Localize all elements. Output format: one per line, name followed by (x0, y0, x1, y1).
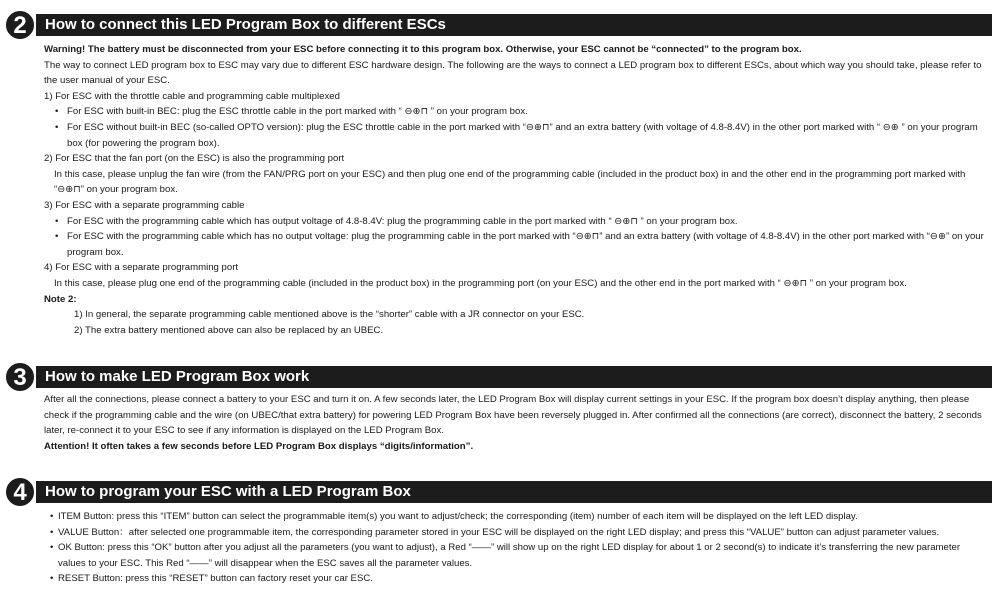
section-4-body (50, 509, 986, 587)
item-2-text: In this case, please unplug the fan wire (from the FAN/PRG port on your ESC) and then plug one end of the programming cable (included in the product box) in and the other end in the programming port marked with “⊖⊕⊓” on your program box. (54, 168, 966, 196)
item-3-bullet-2: • For ESC with the programming cable which has no output voltage: plug the programming cable in the port marked with “⊖⊕⊓” and an extra battery (with voltage of 4.8-8.4V) in the other port marked with “⊖⊕” on your program box. (44, 229, 986, 260)
item-1-heading: 1) For ESC with the throttle cable and programming cable multiplexed (44, 90, 340, 102)
section-title: How to make LED Program Box work (45, 368, 310, 385)
note-heading: Note 2: (44, 293, 77, 305)
item-1-bullet-2: • For ESC without built-in BEC (so-called OPTO version): plug the ESC throttle cable in the port marked with “⊖⊕⊓” and an extra battery (with voltage of 4.8-8.4V) in the other port marked with “ ⊖⊕ ” on your program box (for powering the program box). (44, 120, 986, 151)
item-4-heading: 4) For ESC with a separate programming port (44, 262, 239, 274)
item-1-bullet-1: • For ESC with built-in BEC: plug the ESC throttle cable in the port marked with “ ⊖⊕⊓ ” on your program box. (44, 104, 986, 120)
attention-text: Attention! It often takes a few seconds before LED Program Box displays “digits/information”. (44, 440, 474, 452)
item-3-bullet-1: • For ESC with the programming cable which has output voltage of 4.8-8.4V: plug the programming cable in the port marked with “ ⊖⊕⊓ ” on your program box. (44, 214, 986, 230)
item-3-heading: 3) For ESC with a separate programming cable (44, 199, 245, 211)
section-3-body (44, 392, 986, 454)
note-1: 1) In general, the separate programming cable mentioned above is the “shorter” cable with a JR connector on your ESC. (74, 309, 585, 321)
section-header (0, 14, 1000, 38)
section-2-body (44, 42, 986, 338)
reset-button-description: • RESET Button: press this “RESET” button can factory reset your car ESC. (50, 571, 986, 587)
item-2-heading: 2) For ESC that the fan port (on the ESC) is also the programming port (44, 153, 345, 165)
section-3-paragraph: After all the connections, please connect a battery to your ESC and turn it on. A few seconds later, the LED Program Box will display current settings in your ESC. If the program box doesn’t display anything, then please check if the programming cable and the wire (on UBEC/that extra battery) for powering LED Program Box have been reversely plugged in. After confirmed all the connections (are correct), disconnect the battery, 2 seconds later, re-connect it to your ESC to see if any information is displayed on the LED Program Box. (44, 394, 982, 437)
section-header (0, 481, 1000, 505)
section-title: How to connect this LED Program Box to different ESCs (45, 16, 446, 33)
section-3 (0, 366, 1000, 390)
item-button-description: • ITEM Button: press this “ITEM” button can select the programmable item(s) you want to adjust/check; the corresponding (item) number of each item will be displayed on the left LED display. (50, 509, 986, 525)
intro-paragraph: The way to connect LED program box to ESC may vary due to different ESC hardware design. The following are the ways to connect a LED program box to different ESCs, about which way you should take, please refer to the user manual of your ESC. (44, 59, 982, 87)
warning-text: Warning! The battery must be disconnected from your ESC before connecting it to this program box. Otherwise, your ESC cannot be “connected” to the program box. (44, 44, 802, 55)
section-number-badge: 2 (4, 9, 36, 41)
ok-button-description: • OK Button: press this “OK” button after you adjust all the parameters (you want to adjust), a Red “——” will show up on the right LED display for about 1 or 2 second(s) to indicate it’s transferring the new parameter values to your ESC. This Red “——” will disappear when the ESC saves all the parameter values. (50, 540, 986, 571)
section-title: How to program your ESC with a LED Program Box (45, 483, 411, 500)
section-2 (0, 14, 1000, 38)
section-4 (0, 481, 1000, 505)
section-number-badge: 4 (4, 476, 36, 508)
item-4-text: In this case, please plug one end of the programming cable (included in the product box) in the programming port (on your ESC) and the other end in the port marked with “ ⊖⊕⊓ ” on your program box. (54, 277, 907, 289)
section-number-badge: 3 (4, 361, 36, 393)
value-button-description: • VALUE Button：after selected one programmable item, the corresponding parameter stored in your ESC will be displayed on the right LED display; and press this “VALUE” button can adjust parameter values. (50, 525, 986, 541)
note-2: 2) The extra battery mentioned above can also be replaced by an UBEC. (74, 324, 384, 336)
section-header (0, 366, 1000, 390)
